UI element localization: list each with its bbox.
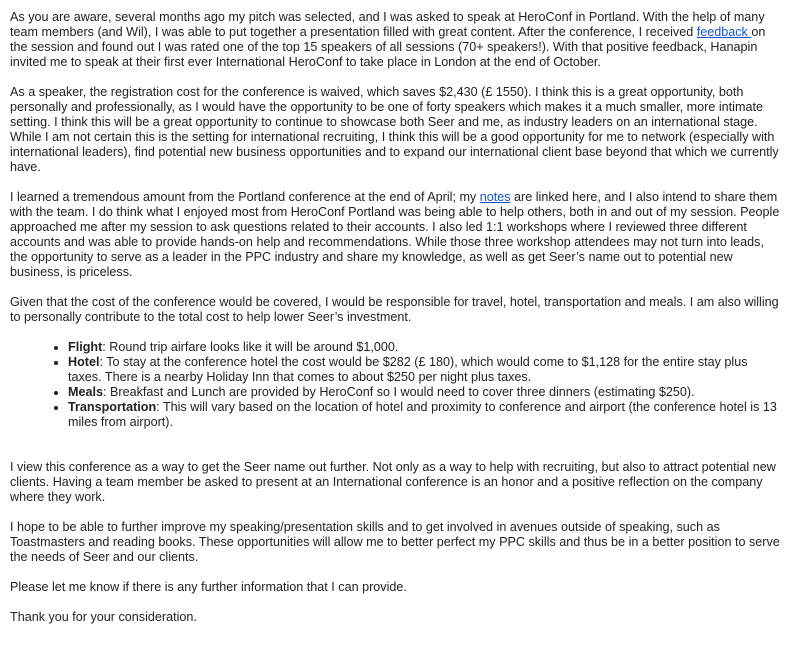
list-item-text: : Breakfast and Lunch are provided by HeroConf so I would need to cover three dinners (estimating $250). bbox=[103, 385, 695, 399]
costs-list bbox=[10, 340, 780, 430]
paragraph-text: are linked here, and I also intend to share them with the team. I do think what I enjoyed most from HeroConf Portland was being able to help others, both in and out of my session. People approached me after my session to ask questions related to their accounts. I also led 1:1 workshops where I reviewed three different accounts and was able to provide hands-on help and recommendations. While those three workshop attendees may not turn into leads, the opportunity to serve as a leader in the PPC industry and share my knowledge, as well as get Seer’s name out to potential new business, is priceless. bbox=[10, 190, 780, 279]
notes-link[interactable]: notes bbox=[479, 190, 511, 204]
paragraph-improve-skills: I hope to be able to further improve my speaking/presentation skills and to get involved in avenues outside of speaking, such as Toastmasters and reading books. These opportunities will allow me to better perfect my PPC skills and thus be in a better position to serve the needs of Seer and our clients. bbox=[10, 520, 780, 564]
list-item-text: : Round trip airfare looks like it will be around $1,000. bbox=[102, 340, 399, 354]
list-item-meals bbox=[68, 385, 780, 400]
paragraph-text: I learned a tremendous amount from the Portland conference at the end of April; my bbox=[10, 190, 480, 204]
paragraph-text: As you are aware, several months ago my pitch was selected, and I was asked to speak at HeroConf in Portland. With the help of many team members (and Wil), I was able to put together a presentation filled with great content. After the conference, I received bbox=[10, 10, 765, 39]
feedback-link[interactable]: feedback bbox=[696, 25, 752, 39]
list-item-transportation bbox=[68, 400, 780, 430]
list-item-label: Transportation bbox=[68, 400, 157, 414]
paragraph-heroconf-portland bbox=[10, 10, 780, 70]
paragraph-costs-intro: Given that the cost of the conference would be covered, I would be responsible for travel, hotel, transportation and meals. I am also willing to personally contribute to the total cost to help lower Seer’s investment. bbox=[10, 295, 779, 324]
paragraph-text: on the session and found out I was rated one of the top 15 speakers of all sessions (70+ speakers!). With that positive feedback, Hanapin invited me to speak at their first ever International HeroConf to take place in London at the end of October. bbox=[10, 25, 766, 69]
paragraph-thank-you: Thank you for your consideration. bbox=[10, 610, 197, 624]
spacer bbox=[10, 445, 780, 460]
paragraph-registration-cost: As a speaker, the registration cost for the conference is waived, which saves $2,430 (£ 1550). I think this is a great opportunity, both personally and professionally, as I would have the opportunity to be one of forty speakers which makes it a much smaller, more intimate setting. I think this will be a great opportunity to continue to showcase both Seer and me, as industry leaders on an international stage. While I am not certain this is the setting for international recruiting, I think this will be a good opportunity for me to network (especially with international leaders), find potential new business opportunities and to expand our international client base beyond that which we currently have. bbox=[10, 85, 779, 174]
list-item-text: : This will vary based on the location of hotel and proximity to conference and airport (the conference hotel is 13 miles from airport). bbox=[68, 400, 777, 429]
paragraph-learned bbox=[10, 190, 780, 280]
list-item-label: Flight bbox=[68, 340, 103, 354]
list-item-hotel bbox=[68, 355, 780, 385]
list-item-label: Hotel bbox=[68, 355, 100, 369]
list-item-label: Meals bbox=[68, 385, 104, 399]
list-item-text: : To stay at the conference hotel the cost would be $282 (£ 180), which would come to $1,128 for the entire stay plus taxes. There is a nearby Holiday Inn that comes to about $250 per night plus taxes. bbox=[68, 355, 748, 384]
paragraph-further-info: Please let me know if there is any further information that I can provide. bbox=[10, 580, 407, 594]
list-item-flight bbox=[68, 340, 780, 355]
paragraph-seer-name: I view this conference as a way to get the Seer name out further. Not only as a way to help with recruiting, but also to attract potential new clients. Having a team member be asked to present at an International conference is an honor and a positive reflection on the company where they work. bbox=[10, 460, 776, 504]
